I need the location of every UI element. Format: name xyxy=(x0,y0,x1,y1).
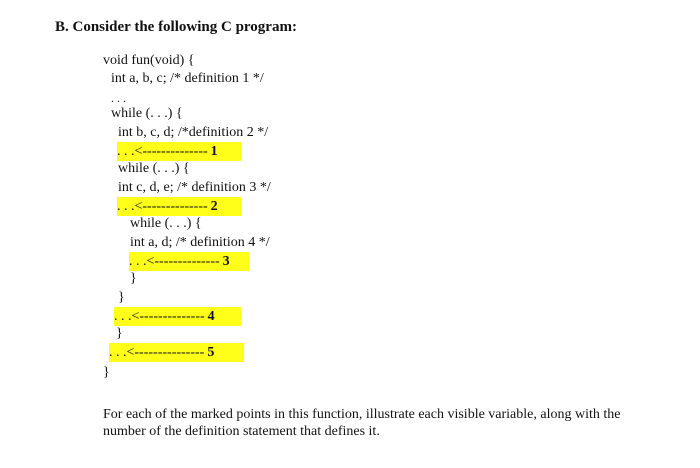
code-line-definition-1: int a, b, c; /* definition 1 */ xyxy=(111,71,264,86)
code-line-close-while-3: } xyxy=(130,271,137,286)
marked-point-5 xyxy=(109,343,244,362)
code-line-ellipsis: . . . xyxy=(111,91,126,105)
code-line-while-1: while (. . .) { xyxy=(111,106,183,121)
marked-point-4 xyxy=(114,307,241,326)
code-line-function-header: void fun(void) { xyxy=(103,53,195,68)
code-line-definition-2: int b, c, d; /*definition 2 */ xyxy=(118,125,269,140)
marked-point-arrow: . . .<-------------- xyxy=(129,254,220,269)
marked-point-number: 5 xyxy=(207,345,215,360)
section-heading: B. Consider the following C program: xyxy=(55,19,297,35)
marked-point-number: 1 xyxy=(210,144,218,159)
code-line-close-while-2: } xyxy=(118,290,125,305)
marked-point-number: 3 xyxy=(222,254,230,269)
marked-point-arrow: . . .<-------------- xyxy=(114,309,205,324)
marked-point-1 xyxy=(117,142,241,161)
marked-point-arrow: . . .<--------------- xyxy=(109,345,205,360)
marked-point-number: 2 xyxy=(210,199,218,214)
marked-point-arrow: . . .<-------------- xyxy=(117,144,208,159)
code-line-close-function: } xyxy=(103,365,110,380)
code-line-definition-3: int c, d, e; /* definition 3 */ xyxy=(118,180,271,195)
code-line-close-while-1: } xyxy=(116,326,123,341)
marked-point-number: 4 xyxy=(207,309,215,324)
marked-point-2 xyxy=(117,197,241,216)
code-line-while-3: while (. . .) { xyxy=(130,216,202,231)
marked-point-arrow: . . .<-------------- xyxy=(117,199,208,214)
marked-point-3 xyxy=(129,252,249,271)
code-line-definition-4: int a, d; /* definition 4 */ xyxy=(130,235,270,250)
code-line-while-2: while (. . .) { xyxy=(118,161,190,176)
question-instructions: For each of the marked points in this function, illustrate each visible variable, along with the number of the definition statement that defines it. xyxy=(103,407,621,439)
